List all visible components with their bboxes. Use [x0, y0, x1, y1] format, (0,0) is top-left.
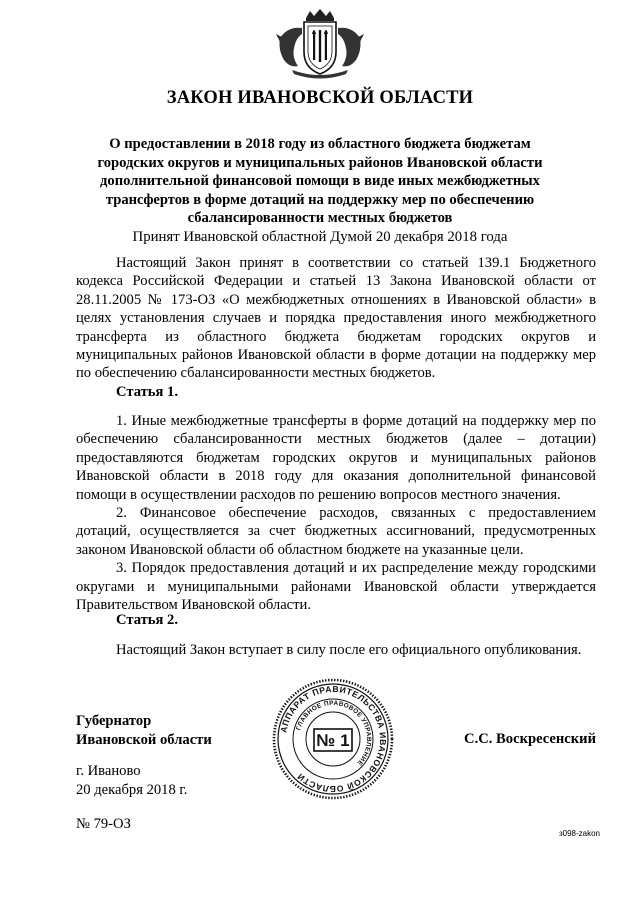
article-2-paragraph-1: Настоящий Закон вступает в силу после его официального опубликования.: [116, 642, 582, 658]
article-1-body: [76, 412, 596, 614]
article-1-paragraph-1: 1. Иные межбюджетные трансферты в форме дотаций на поддержку мер по обеспечению сбалансированности местных бюджетов (далее – дотации) предоставляются бюджетам городских округов и муниципальных районов Ивановской области в 2018 году для оказания дополнительной финансовой помощи в осуществлении расходов по решению вопросов местного значения.: [76, 413, 596, 503]
place: г. Иваново: [76, 763, 141, 779]
law-title: ЗАКОН ИВАНОВСКОЙ ОБЛАСТИ: [166, 88, 474, 108]
stamp-ring-text: АППАРАТ ПРАВИТЕЛЬСТВА ИВАНОВСКОЙ ОБЛАСТИ: [278, 683, 389, 795]
preamble-paragraph: Настоящий Закон принят в соответствии со статьей 139.1 Бюджетного кодекса Российской Федерации и статьей 13 Закона Ивановской области от 28.11.2005 № 173-ОЗ «О межбюджетных отношениях в Ивановской области» в целях установления случаев и порядка предоставления иного межбюджетного трансферта из областного бюджета бюджетам городских округов и муниципальных районов Ивановской области в форме дотации на поддержку мер по обеспечению сбалансированности местных бюджетов.: [76, 255, 596, 382]
adoption-line: Принят Ивановской областной Думой 20 декабря 2018 года: [132, 229, 508, 245]
article-1-paragraph-2: 2. Финансовое обеспечение расходов, связанных с предоставлением дотаций, осуществляется за счет бюджетных ассигнований, предусмотренных законом Ивановской области об областном бюджете на указанные цели.: [76, 505, 596, 558]
signatory-title-line-2: Ивановской области: [76, 732, 212, 748]
signatory-name: С.С. Воскресенский: [464, 731, 596, 747]
stamp-number: № 1: [316, 731, 350, 750]
law-subtitle: О предоставлении в 2018 году из областного бюджета бюджетам городских округов и муниципальных районов Ивановской области дополнительной финансовой помощи в виде иных межбюджетных трансфертов в форме дотаций на поддержку мер по обеспечению сбалансированности местных бюджетов: [97, 136, 543, 227]
law-number: № 79-ОЗ: [76, 816, 131, 832]
document-code: з098-zakon: [558, 829, 600, 838]
coat-of-arms-emblem: [270, 8, 370, 80]
article-1-heading: Статья 1.: [116, 384, 178, 400]
signatory-title: [76, 712, 212, 750]
signatory-title-line-1: Губернатор: [76, 713, 152, 729]
place-and-date: [76, 762, 187, 800]
article-1-paragraph-3: 3. Порядок предоставления дотаций и их распределение между городскими округами и муниципальными районами Ивановской области утверждается Правительством Ивановской области.: [76, 560, 596, 614]
signing-date: 20 декабря 2018 г.: [76, 782, 188, 798]
official-stamp: [270, 676, 396, 802]
article-2-body: [76, 641, 596, 659]
preamble: [76, 254, 596, 383]
article-2-heading: Статья 2.: [116, 612, 178, 628]
stamp-inner-text: ГЛАВНОЕ ПРАВОВОЕ УПРАВЛЕНИЕ: [295, 699, 373, 767]
